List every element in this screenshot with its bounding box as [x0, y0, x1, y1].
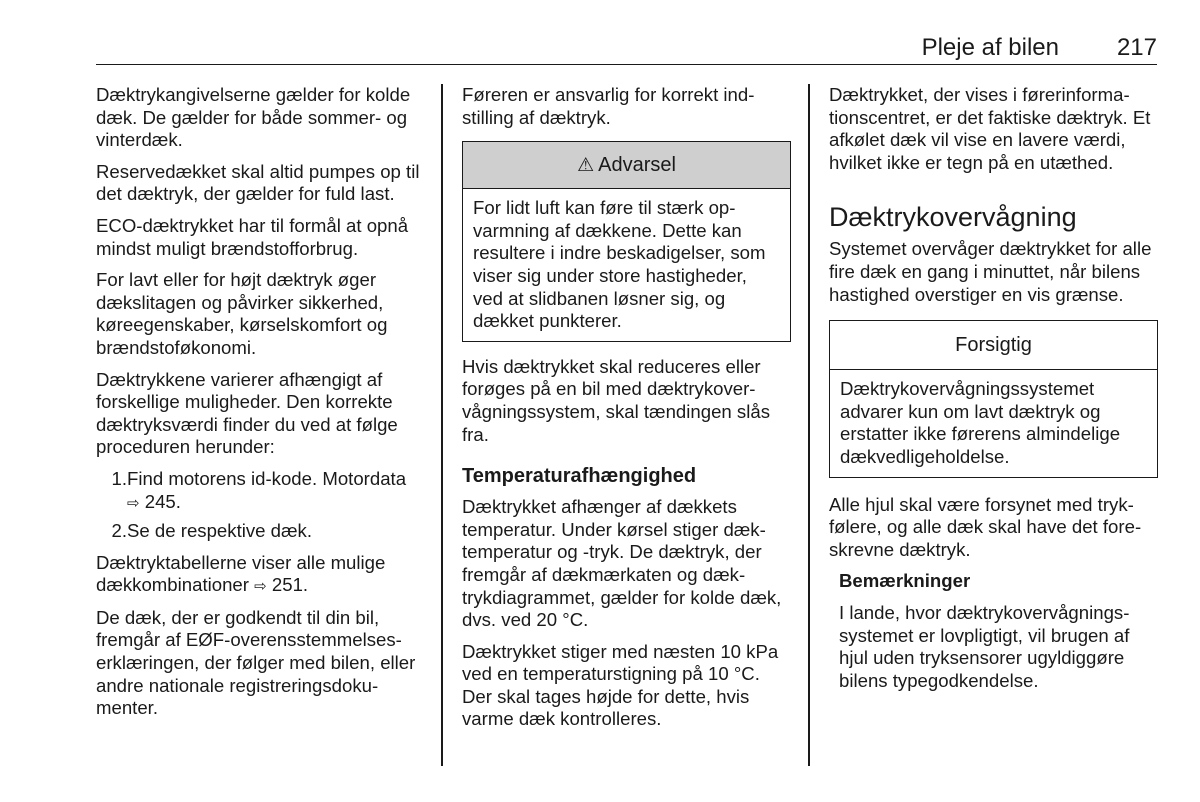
- paragraph: Systemet overvåger dæktrykket for alle fire dæk en gang i minuttet, når bilens hastighed overstiger en vis grænse.: [829, 238, 1152, 305]
- list-number: 1.: [111, 467, 127, 489]
- paragraph: Dæktrykangivelserne gælder for kolde dæk. De gælder for både sommer- og vinterdæk.: [96, 84, 411, 151]
- paragraph: Alle hjul skal være forsynet med trykfølere, og alle dæk skal have det foreskrevne dæktryk.: [829, 493, 1142, 560]
- column-right: [829, 84, 1159, 701]
- section-heading: Dæktrykovervågning: [829, 202, 1077, 233]
- column-left: [96, 84, 426, 729]
- paragraph: Hvis dæktrykket skal reduceres eller forøges på en bil med dæktrykovervågningssystem, skal tændingen slås fra.: [462, 355, 770, 445]
- note-title: Bemærkninger: [839, 570, 971, 592]
- paragraph: Dæktrykkene varierer afhængigt af forskellige muligheder. Den korrekte dæktryksværdi finder du ved at følge proceduren herunder:: [96, 368, 398, 458]
- list-number: 2.: [111, 520, 127, 542]
- page-number: 217: [1116, 34, 1157, 61]
- paragraph: Reservedækket skal altid pumpes op til det dæktryk, der gælder for fuld last.: [96, 160, 420, 205]
- page-reference-arrow-icon: ⇨: [127, 493, 140, 512]
- page-reference[interactable]: 251.: [271, 574, 309, 596]
- caution-body: Dæktrykovervågningssystemet advarer kun om lavt dæktryk og erstatter ikke førerens almindelige dækvedligeholdelse.: [840, 378, 1121, 467]
- page-reference-arrow-icon: ⇨: [254, 577, 267, 596]
- caution-box: [829, 320, 1158, 477]
- list-item: [96, 468, 426, 514]
- paragraph: For lavt eller for højt dæktryk øger dækslitagen og påvirker sikkerhed, køreegenskaber, kørselskomfort og brændstoføkonomi.: [96, 269, 388, 358]
- paragraph: Føreren er ansvarlig for korrekt indstilling af dæktryk.: [462, 84, 755, 128]
- page-reference[interactable]: 245.: [144, 490, 181, 512]
- paragraph: Dæktrykket afhænger af dækkets temperatur. Under kørsel stiger dæktemperatur og -tryk. De dæktryk, der fremgår af dækmærkaten og dæktrykdiagrammet, gælder for kolde dæk, dvs. ved 20 °C.: [462, 496, 782, 631]
- column-middle: [462, 84, 792, 740]
- subheading: Temperaturafhængighed: [462, 465, 697, 488]
- procedure-list: [96, 468, 426, 543]
- warning-box: [462, 141, 791, 342]
- warning-body: For lidt luft kan føre til stærk opvarmning af dækkene. Dette kan resultere i indre beskadigelser, som viser sig under store hastigheder, ved at slidbanen løsner sig, og dækket punkterer.: [473, 197, 766, 332]
- note-body: I lande, hvor dæktrykovervågningssystemet er lovpligtigt, vil brugen af hjul uden tryksensorer ugyldiggøre bilens typegodkendelse.: [839, 601, 1130, 691]
- warning-header: [463, 142, 790, 189]
- paragraph: Dæktrykket stiger med næsten 10 kPa ved en temperaturstigning på 10 °C. Der skal tages højde for dette, hvis varme dæk kontrolleres.: [462, 640, 779, 730]
- paragraph: De dæk, der er godkendt til din bil, fremgår af EØF-overensstemmelseserklæringen, der følger med bilen, eller andre nationale registreringsdokumenter.: [96, 606, 416, 719]
- warning-title: Advarsel: [598, 153, 676, 176]
- paragraph: Dæktrykket, der vises i førerinformationscentret, er det faktiske dæktryk. Et afkølet dæk vil vise en lavere værdi, hvilket ikke er tegn på en utæthed.: [829, 84, 1151, 173]
- page-header: [96, 28, 1157, 65]
- column-divider-left: [441, 84, 443, 766]
- warning-triangle-icon: ⚠: [577, 153, 595, 176]
- list-item-text: Find motorens id-kode. Motordata: [127, 467, 407, 489]
- note-block: [829, 570, 1159, 692]
- list-item: [96, 520, 426, 543]
- list-item-text: Se de respektive dæk.: [127, 520, 313, 542]
- caution-title: Forsigtig: [830, 321, 1157, 370]
- chapter-title: Pleje af bilen: [921, 34, 1059, 61]
- column-divider-right: [808, 84, 810, 766]
- paragraph: ECO-dæktrykket har til formål at opnå mindst muligt brændstofforbrug.: [96, 214, 409, 259]
- paragraph: Dæktryktabellerne viser alle mulige dækkombinationer ⇨ 251.: [96, 551, 386, 596]
